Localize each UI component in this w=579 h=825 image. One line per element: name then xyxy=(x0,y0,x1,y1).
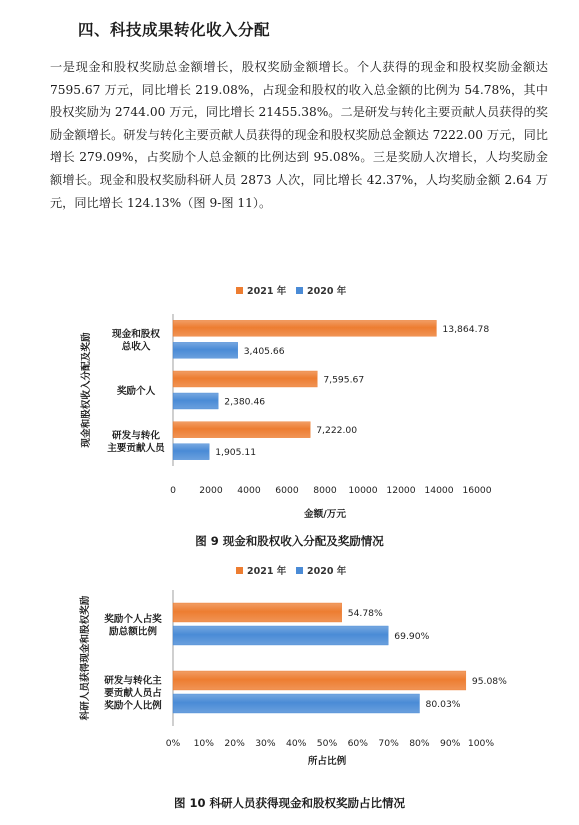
category-label: 励总额比例 xyxy=(109,626,157,638)
category-label: 总收入 xyxy=(121,341,151,353)
x-tick-label: 0 xyxy=(170,485,176,496)
data-label: 3,405.66 xyxy=(243,345,285,357)
legend-label: 2021 年 xyxy=(247,286,287,297)
section-heading: 四、科技成果转化收入分配 xyxy=(78,21,271,39)
data-label: 54.78% xyxy=(347,608,383,619)
bar xyxy=(173,320,436,336)
x-tick-label: 80% xyxy=(409,738,430,749)
legend-swatch-2020 xyxy=(296,287,303,294)
legend-label: 2021 年 xyxy=(247,566,287,577)
x-tick-label: 90% xyxy=(439,738,461,749)
category-label: 研发与转化 xyxy=(112,430,160,442)
figure-10-chart xyxy=(0,560,579,792)
category-label: 奖励个人比例 xyxy=(104,700,162,712)
figure-9-caption: 图 9 现金和股权收入分配及奖励情况 xyxy=(195,534,384,548)
x-tick-label: 30% xyxy=(255,738,276,749)
data-label: 2,380.46 xyxy=(224,396,266,408)
legend-swatch-2020 xyxy=(296,567,303,574)
bar xyxy=(173,393,218,409)
data-label: 1,905.11 xyxy=(215,447,257,459)
category-label: 主要贡献人员 xyxy=(107,442,165,454)
category-label: 现金和股权 xyxy=(112,329,160,341)
category-label: 研发与转化主 xyxy=(104,675,162,687)
category-label: 奖励个人 xyxy=(116,386,156,397)
x-tick-label: 14000 xyxy=(424,485,454,496)
x-tick-label: 20% xyxy=(224,738,245,749)
category-label: 要贡献人员占 xyxy=(104,688,162,699)
x-axis-title: 所占比例 xyxy=(307,756,347,767)
x-tick-label: 40% xyxy=(285,738,307,749)
data-label: 80.03% xyxy=(425,699,461,710)
bar xyxy=(173,626,388,645)
x-tick-label: 8000 xyxy=(313,485,337,496)
x-axis-title: 金额/万元 xyxy=(304,509,346,520)
y-axis-title: 现金和股权收入分配及奖励 xyxy=(81,332,92,448)
bar xyxy=(173,422,310,438)
bar xyxy=(173,671,466,690)
x-tick-label: 2000 xyxy=(199,485,223,496)
x-tick-label: 100% xyxy=(467,738,495,749)
data-label: 95.08% xyxy=(471,676,507,687)
legend-swatch-2021 xyxy=(236,567,243,574)
data-label: 7,222.00 xyxy=(316,425,358,437)
x-tick-label: 70% xyxy=(378,738,399,749)
bar xyxy=(173,371,317,387)
x-tick-label: 16000 xyxy=(462,485,492,496)
data-label: 13,864.78 xyxy=(442,323,490,335)
bar xyxy=(173,342,238,358)
x-tick-label: 10000 xyxy=(348,485,378,496)
y-axis-title: 科研人员获得现金和股权奖励 xyxy=(80,595,91,721)
figure-10-caption: 图 10 科研人员获得现金和股权奖励占比情况 xyxy=(173,796,405,810)
x-tick-label: 10% xyxy=(193,738,215,749)
body-paragraph: 一是现金和股权奖励总金额增长，股权奖励金额增长。个人获得的现金和股权奖励金额达 7595.67 万元，同比增长 219.08%，占现金和股权的收入总金额的比例为 54.78%，其中股权奖励为 2744.00 万元，同比增长 21455.38%。二是研发与转化主要贡献人员获得的奖励金额增长。研发与转化主要贡献人员获得的现金和股权奖励总金额达 7222.00 万元，同比增长 279.09%，占奖励个人总金额的比例达到 95.08%。三是奖励人次增长，人均奖励金额增长。现金和股权奖励科研人员 2873 人次，同比增长 42.37%，人均奖励金额 2.64 万元，同比增长 124.13%（图 9-图 11）。 xyxy=(50,60,548,210)
legend-label: 2020 年 xyxy=(307,286,347,297)
data-label: 7,595.67 xyxy=(323,374,365,386)
category-label: 奖励个人占奖 xyxy=(104,613,162,625)
x-tick-label: 6000 xyxy=(275,485,299,496)
x-tick-label: 12000 xyxy=(386,485,416,496)
data-label: 69.90% xyxy=(394,631,430,642)
x-tick-label: 0% xyxy=(165,738,181,749)
bar xyxy=(173,603,342,622)
bar xyxy=(173,444,209,460)
legend-label: 2020 年 xyxy=(307,566,347,577)
figure-9-chart xyxy=(0,280,579,530)
bar xyxy=(173,694,419,713)
x-tick-label: 60% xyxy=(347,738,369,749)
x-tick-label: 50% xyxy=(316,738,338,749)
legend-swatch-2021 xyxy=(236,287,243,294)
x-tick-label: 4000 xyxy=(237,485,261,496)
